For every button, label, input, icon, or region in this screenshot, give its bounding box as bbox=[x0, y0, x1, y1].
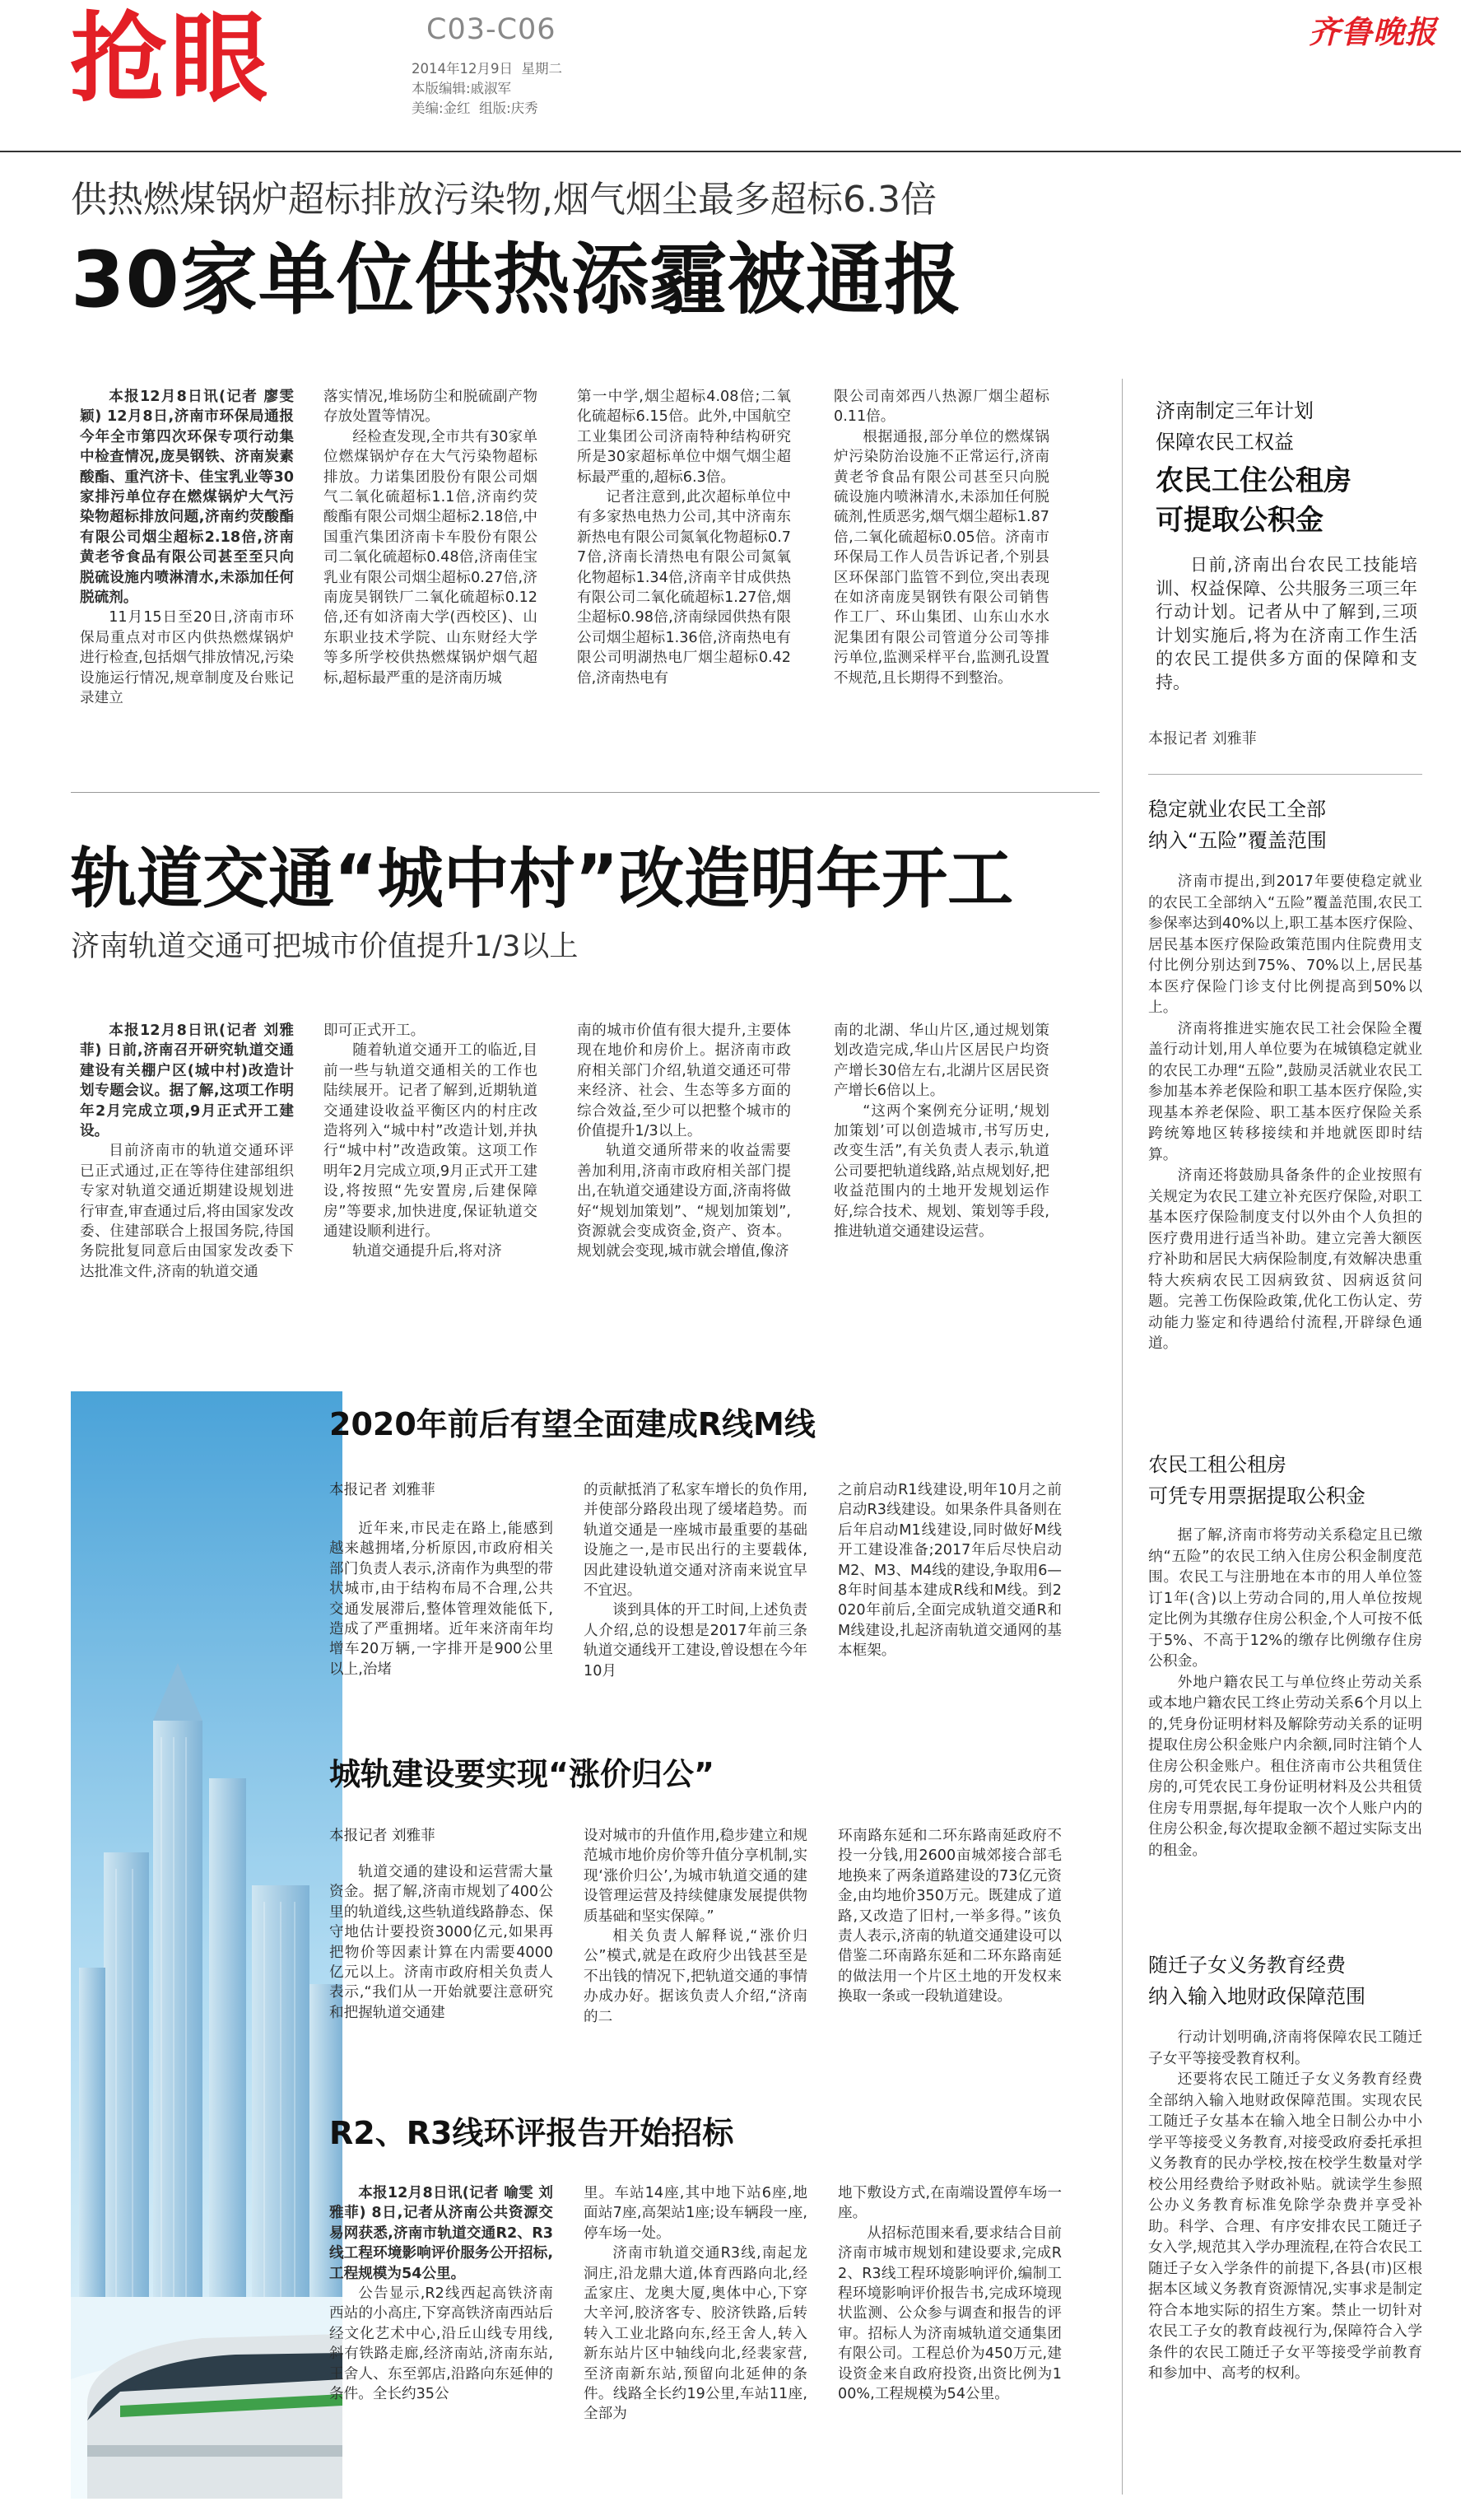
page-editor: 本版编辑:戚淑军 bbox=[412, 81, 512, 96]
sub1-col1 bbox=[329, 1519, 553, 1717]
story1-bottom-rule bbox=[71, 792, 1100, 793]
sub3-col1 bbox=[329, 2183, 553, 2496]
story1-lead-paragraph: 本报12月8日讯(记者 廖雯颖) 12月8日,济南市环保局通报今年全市第四次环保专项行动集中检查情况,庞昊钢铁、济南炭素酸酯、重汽济卡、佳宝乳业等30家排污单位存在燃煤锅炉大气污染物超标排放问题,济南约荧酸酯有限公司烟尘超标2.18倍,济南黄老爷食品有限公司甚至至只向脱硫设施内喷淋清水,未添加任何脱硫剂。 bbox=[80, 389, 294, 607]
sub2-paragraph: 轨道交通的建设和运营需大量资金。据了解,济南市规划了400公里的轨道线,这些轨道线路静态、保守地估计要投资3000亿元,如果再把物价等因素计算在内需要4000亿元以上。济南市政府相关负责人表示,“我们从一开始就要注意研究和把握轨道交通建 bbox=[329, 1864, 553, 2021]
sidebar4-heading-line1: 随迁子女义务教育经费 bbox=[1148, 1954, 1346, 1977]
sidebar-divider bbox=[1122, 379, 1123, 2495]
story2-paragraph: 南的城市价值有很大提升,主要体现在地价和房价上。据济南市政府相关部门介绍,轨道交通还可带来经济、社会、生态等多方面的综合效益,至少可以把整个城市的价值提升1/3以上。 bbox=[577, 1023, 791, 1140]
story1-col4 bbox=[834, 387, 1049, 774]
sub1-title: 2020年前后有望全面建成R线M线 bbox=[329, 1406, 816, 1442]
sidebar3-heading bbox=[1148, 1449, 1365, 1512]
story2-title: 轨道交通“城中村”改造明年开工 bbox=[71, 841, 1014, 917]
sidebar1-headline-line2: 可提取公积金 bbox=[1156, 504, 1324, 537]
sub3-paragraph: 公告显示,R2线西起高铁济南西站的小高庄,下穿高铁济南西站后经文化艺术中心,沿丘山线专用线,斜有铁路走廊,经济南站,济南东站,王舍人、东至郭店,沿路向东延伸的条件。全长约35公 bbox=[329, 2285, 553, 2403]
sidebar2-paragraph: 济南市提出,到2017年要使稳定就业的农民工全部纳入“五险”覆盖范围,农民工参保率达到40%以上,职工基本医疗保险、居民基本医疗保险政策范围内住院费用支付比例分别达到75%、70%以上,居民基本医疗保险门诊支付比例提高到50%以上。 bbox=[1148, 873, 1422, 1016]
sub1-col3 bbox=[838, 1480, 1062, 1719]
sidebar3-paragraph: 外地户籍农民工与单位终止劳动关系或本地户籍农民工终止劳动关系6个月以上的,凭身份证明材料及解除劳动关系的证明提取住房公积金账户内余额,同时注销个人住房公积金账户。租住济南市公共租赁住房的,可凭农民工身份证明材料及公共租赁住房专用票据,每年提取一次个人账户内的住房公积金,每次提取金额不超过实际支出的租金。 bbox=[1148, 1673, 1422, 1859]
sidebar3-heading-line1: 农民工租公租房 bbox=[1148, 1453, 1286, 1476]
story2-paragraph: “这两个案例充分证明,‘规划加策划’可以创造城市,书写历史,改变生活”,有关负责人表示,轨道公司要把轨道线路,站点规划好,把收益范围内的土地开发规划运作好,综合技术、规划、策划等手段,推进轨道交通建设运营。 bbox=[834, 1102, 1049, 1241]
masthead-info bbox=[412, 59, 562, 119]
story1-col2 bbox=[323, 387, 537, 774]
page-design: 美编:金红 bbox=[412, 100, 471, 116]
story2-subtitle: 济南轨道交通可把城市价值提升1/3以上 bbox=[71, 930, 579, 963]
sidebar3-heading-line2: 可凭专用票据提取公积金 bbox=[1148, 1484, 1365, 1507]
sub3-paragraph: 从招标范围来看,要求结合目前济南市城市规划和建设要求,完成R2、R3线工程环境影响评价,编制工程环境影响评价报告书,完成环境现状监测、公众参与调查和报告的评审。招标人为济南城轨道交通集团有限公司。工程总价为450万元,建设资金来自政府投资,出资比例为100%,工程规模为54公里。 bbox=[838, 2224, 1062, 2403]
sidebar1-lead: 日前,济南出台农民工技能培训、权益保障、公共服务三项三年行动计划。记者从中了解到,三项计划实施后,将为在济南工作生活的农民工提供多方面的保障和支持。 bbox=[1156, 555, 1417, 692]
sidebar1-headline bbox=[1156, 461, 1351, 540]
story1-title: 30家单位供热添霾被通报 bbox=[71, 235, 962, 325]
story1-paragraph: 限公司南郊西八热源厂烟尘超标0.11倍。 bbox=[834, 389, 1049, 426]
story1-paragraph: 根据通报,部分单位的燃煤锅炉污染防治设施不正常运行,济南黄老爷食品有限公司甚至只向脱硫设施内喷淋清水,未添加任何脱硫剂,性质恶劣,烟气烟尘超标1.87倍,二氧化硫超标0.05倍。济南市环保局工作人员告诉记者,个别县区环保部门监管不到位,突出表现在如济南庞昊钢铁有限公司销售作工厂、环山集团、山东山水水泥集团有限公司管道分公司等排污单位,监测采样平台,监测孔设置不规范,且长期得不到整治。 bbox=[834, 428, 1049, 687]
page-proof: 组版:庆秀 bbox=[479, 100, 538, 116]
issue-weekday: 星期二 bbox=[521, 61, 562, 77]
sub1-paragraph: 之前启动R1线建设,明年10月之前启动R3线建设。如果条件具备则在后年启动M1线建设,同时做好M线开工建设准备;2017年后尽快启动M2、M3、M4线的建设,争取用6—8年时间基本建成R线和M线。到2020年前后,全面完成轨道交通R和M线建设,扎起济南轨道交通网的基本框架。 bbox=[838, 1482, 1062, 1660]
story2-col3 bbox=[577, 1021, 791, 1350]
issue-date: 2014年12月9日 bbox=[412, 61, 513, 77]
sidebar1-headline-line1: 农民工住公租房 bbox=[1156, 464, 1351, 497]
story1-col1 bbox=[80, 387, 294, 774]
sidebar4-heading bbox=[1148, 1950, 1365, 2012]
sidebar3-body bbox=[1148, 1525, 1422, 1945]
sub3-paragraph: 地下敷设方式,在南端设置停车场一座。 bbox=[838, 2185, 1062, 2222]
story2-col2 bbox=[323, 1021, 537, 1350]
sub2-paragraph: 设对城市的升值作用,稳步建立和规范城市地价房价等升值分享机制,实现‘涨价归公’,为城市轨道交通的建设管理运营及持续健康发展提供物质基础和坚实保障。” bbox=[584, 1828, 807, 1925]
sidebar2-paragraph: 济南将推进实施农民工社会保险全覆盖行动计划,用人单位要为在城镇稳定就业的农民工办理“五险”,鼓励灵活就业农民工参加基本养老保险和职工基本医疗保险,实现基本养老保险、职工基本医疗保险关系跨统筹地区转移接续和并地就医即时结算。 bbox=[1148, 1019, 1422, 1163]
sidebar2-heading-line2: 纳入“五险”覆盖范围 bbox=[1148, 829, 1327, 852]
sidebar2-paragraph: 济南还将鼓励具备条件的企业按照有关规定为农民工建立补充医疗保险,对职工基本医疗保险制度支付以外由个人负担的医疗费用进行适当补助。建立完善大额医疗补助和居民大病保险制度,有效解决患重特大疾病农民工因病致贫、因病返贫问题。完善工伤保险政策,优化工伤认定、劳动能力鉴定和待遇给付流程,开辟绿色通道。 bbox=[1148, 1167, 1422, 1352]
story1-col3 bbox=[577, 387, 791, 774]
page-range: C03-C06 bbox=[426, 13, 556, 46]
sub2-paragraph: 相关负责人解释说,“涨价归公”模式,就是在政府少出钱甚至是不出钱的情况下,把轨道交通的事情办成办好。据该负责人介绍,“济南的二 bbox=[584, 1928, 807, 2025]
sidebar-rule bbox=[1148, 774, 1422, 775]
sidebar2-heading bbox=[1148, 794, 1327, 856]
sidebar1-kicker-line2: 保障农民工权益 bbox=[1156, 431, 1294, 454]
sub2-col2 bbox=[584, 1826, 807, 2073]
sidebar2-heading-line1: 稳定就业农民工全部 bbox=[1148, 798, 1326, 821]
sidebar4-heading-line2: 纳入输入地财政保障范围 bbox=[1148, 1985, 1365, 2008]
sub1-byline: 本报记者 刘雅菲 bbox=[329, 1482, 435, 1498]
sub2-paragraph: 环南路东延和二环东路南延政府不投一分钱,用2600亩城郊接合部毛地换来了两条道路建设的73亿元资金,由均地价350万元。既建成了道路,又改造了旧村,一举多得。”该负责人表示,济南的轨道交通建设可以借鉴二环南路东延和二环东路南延的做法用一个片区土地的开发权来换取一条或一段轨道建设。 bbox=[838, 1828, 1062, 2006]
story2-paragraph: 轨道交通所带来的收益需要善加利用,济南市政府相关部门提出,在轨道交通建设方面,济南将做好“规划加策划”、“规划加策划”,资源就会变成资金,资产、资本。规划就会变现,城市就会增值,像济 bbox=[577, 1143, 791, 1260]
sidebar1-kicker bbox=[1156, 395, 1314, 458]
masthead bbox=[0, 0, 1484, 140]
story2-paragraph: 轨道交通提升后,将对济 bbox=[352, 1243, 502, 1260]
sub3-lead-paragraph: 本报12月8日讯(记者 喻雯 刘雅菲) 8日,记者从济南公共资源交易网获悉,济南市轨道交通R2、R3线工程环境影响评价服务公开招标,工程规模为54公里。 bbox=[329, 2185, 553, 2282]
sub3-title: R2、R3线环评报告开始招标 bbox=[329, 2115, 734, 2151]
sidebar3-paragraph: 据了解,济南市将劳动关系稳定且已缴纳“五险”的农民工纳入住房公积金制度范围。农民工与注册地在本市的用人单位签订1年(含)以上劳动合同的,用人单位按规定比例为其缴存住房公积金,个人可按不低于5%、不高于12%的缴存比例缴存住房公积金。 bbox=[1148, 1526, 1422, 1670]
story2-lead-paragraph: 本报12月8日讯(记者 刘雅菲) 日前,济南召开研究轨道交通建设有关棚户区(城中村)改造计划专题会议。据了解,这项工作明年2月完成立项,9月正式开工建设。 bbox=[80, 1023, 294, 1140]
sidebar1-kicker-line1: 济南制定三年计划 bbox=[1156, 399, 1314, 422]
sub1-col2 bbox=[584, 1480, 807, 1719]
story1-paragraph: 记者注意到,此次超标单位中有多家热电热力公司,其中济南东新热电有限公司氮氧化物超标0.77倍,济南长清热电有限公司氮氧化物超标1.34倍,济南辛甘成供热有限公司二氧化硫超标1.27倍,烟尘超标0.98倍,济南绿园供热有限公司烟尘超标1.36倍,济南热电有限公司明湖热电厂烟尘超标0.42倍,济南热电有 bbox=[577, 489, 791, 687]
sidebar4-paragraph: 还要将农民工随迁子女义务教育经费全部纳入输入地财政保障范围。实现农民工随迁子女基本在输入地全日制公办中小学平等接受义务教育,对接受政府委托承担义务教育的民办学校,按在校学生数量对学校公用经费给予财政补贴。就读学生参照公办义务教育标准免除学杂费并享受补助。科学、合理、有序安排农民工随迁子女入学,规范其入学办理流程,在符合农民工随迁子女入学条件的前提下,各县(市)区根据本区域义务教育资源情况,实事求是制定符合本地实际的招生方案。禁止一切针对农民工子女的教育歧视行为,保障符合入学条件的农民工随迁子女平等接受学前教育和参加中、高考的权利。 bbox=[1148, 2071, 1422, 2382]
sub2-col1 bbox=[329, 1862, 553, 2076]
story2-paragraph: 随着轨道交通开工的临近,目前一些与轨道交通相关的工作也陆续展开。记者了解到,近期轨道交通建设收益平衡区内的村庄改造将列入“城中村”改造计划,并执行“城中村”改造政策。这项工作明年2月完成立项,9月正式开工建设,将按照“先安置房,后建保障房”等要求,加快进度,保证轨道交通建设顺利进行。 bbox=[323, 1042, 537, 1241]
sub2-byline: 本报记者 刘雅菲 bbox=[329, 1828, 435, 1844]
sidebar4-paragraph: 行动计划明确,济南将保障农民工随迁子女平等接受教育权利。 bbox=[1148, 2029, 1422, 2067]
sidebar1-byline: 本报记者 刘雅菲 bbox=[1148, 730, 1257, 748]
sub2-col3 bbox=[838, 1826, 1062, 2073]
story1-paragraph: 11月15日至20日,济南市环保局重点对市区内供热燃煤锅炉进行检查,包括烟气排放情况,污染设施运行情况,规章制度及台账记录建立 bbox=[80, 609, 294, 707]
story2-paragraph: 南的北湖、华山片区,通过规划策划改造完成,华山片区居民户均资产增长30倍左右,北湖片区居民资产增长6倍以上。 bbox=[834, 1023, 1049, 1100]
sidebar2-body bbox=[1148, 871, 1422, 1423]
sub1-paragraph: 的贡献抵消了私家车增长的负作用,并使部分路段出现了缓堵趋势。而轨道交通是一座城市最重要的基础设施之一,是市民出行的主要载体,因此建设轨道交通对济南来说宜早不宜迟。 bbox=[584, 1482, 807, 1600]
city-skyline-illustration bbox=[71, 1391, 342, 2499]
sub3-paragraph: 济南市轨道交通R3线,南起龙洞庄,沿龙鼎大道,体育西路向北,经孟家庄、龙奥大厦,奥体中心,下穿大辛河,胶济客专、胶济铁路,后转转入工业北路向东,经王舍人,转入新东站片区中轴线向北,经裴家营,至济南新东站,预留向北延伸的条件。线路全长约19公里,车站11座,全部为 bbox=[584, 2245, 807, 2423]
section-title: 抢眼 bbox=[70, 1, 272, 115]
story1-paragraph: 第一中学,烟尘超标4.08倍;二氧化硫超标6.15倍。此外,中国航空工业集团公司济南特种结构研究所是30家超标单位中烟气烟尘超标最严重的,超标6.3倍。 bbox=[577, 389, 791, 486]
sub1-paragraph: 谈到具体的开工时间,上述负责人介绍,总的设想是2017年前三条轨道交通线开工建设,曾设想在今年10月 bbox=[584, 1602, 807, 1679]
newspaper-logo: 齐鲁晚报 bbox=[1309, 13, 1438, 50]
sub3-col3 bbox=[838, 2183, 1062, 2496]
story2-col4 bbox=[834, 1021, 1049, 1350]
masthead-rule bbox=[0, 151, 1461, 152]
story2-col1 bbox=[80, 1021, 294, 1350]
story1-paragraph: 落实情况,堆场防尘和脱硫副产物存放处置等情况。 bbox=[323, 389, 537, 426]
story2-paragraph: 即可正式开工。 bbox=[323, 1023, 426, 1039]
story2-paragraph: 目前济南市的轨道交通环评已正式通过,正在等待住建部组织专家对轨道交通近期建设规划进行审查,审查通过后,将由国家发改委、住建部联合上报国务院,待国务院批复同意后由国家发改委下达批准文件,济南的轨道交通 bbox=[80, 1143, 294, 1280]
story1-subtitle: 供热燃煤锅炉超标排放污染物,烟气烟尘最多超标6.3倍 bbox=[71, 179, 937, 221]
sidebar4-body bbox=[1148, 2027, 1422, 2496]
sub3-col2 bbox=[584, 2183, 807, 2496]
sub3-paragraph: 里。车站14座,其中地下站6座,地面站7座,高架站1座;设车辆段一座,停车场一处。 bbox=[584, 2185, 807, 2242]
sub2-title: 城轨建设要实现“涨价归公” bbox=[329, 1756, 714, 1792]
sub1-paragraph: 近年来,市民走在路上,能感到越来越拥堵,分析原因,市政府相关部门负责人表示,济南作为典型的带状城市,由于结构布局不合理,公共交通发展滞后,整体管理效能低下,造成了严重拥堵。近年来济南年均增车20万辆,一字排开是900公里以上,治堵 bbox=[329, 1521, 553, 1678]
story1-paragraph: 经检查发现,全市共有30家单位燃煤锅炉存在大气污染物超标排放。力诺集团股份有限公司烟气二氧化硫超标1.1倍,济南约荧酸酯有限公司烟尘超标2.18倍,中国重汽集团济南卡车股份有限公司二氧化硫超标0.48倍,济南佳宝乳业有限公司烟尘超标0.27倍,济南庞昊钢铁厂二氧化硫超标0.12倍,还有如济南大学(西校区)、山东职业技术学院、山东财经大学等多所学校供热燃煤锅炉烟气超标,超标最严重的是济南历城 bbox=[323, 428, 537, 687]
